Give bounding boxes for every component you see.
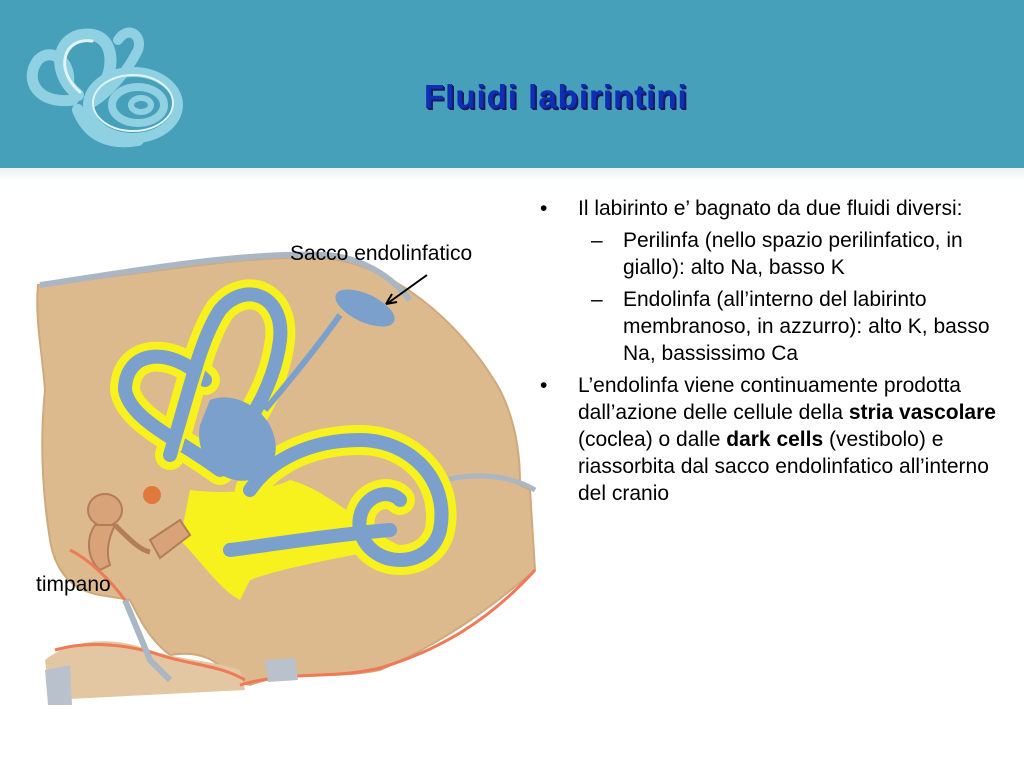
bullet-text-part: (vestibolo) e riassorbita dal sacco endolinfatico all’interno del cranio [578, 428, 989, 505]
dash-mark: – [591, 229, 603, 252]
sub-bullet-item [536, 227, 1006, 281]
dash-mark: – [591, 288, 603, 311]
bullet-list [536, 195, 1006, 507]
label-timpano: timpano [36, 573, 111, 596]
bold-term-dark-cells: dark cells [726, 428, 824, 451]
inner-ear-diagram [30, 240, 550, 710]
page-title: Fluidi labirintini [424, 78, 688, 115]
sub-bullet-item [536, 286, 1006, 367]
sub-bullet-text: Endolinfa (all’interno del labirinto membranoso, in azzurro): alto K, basso Na, bassissimo Ca [623, 288, 990, 365]
bullet-mark: • [540, 374, 548, 397]
bullet-item [536, 195, 1006, 222]
bullet-text-part: (coclea) o dalle [578, 428, 727, 451]
bold-term-stria-vascolare: stria vascolare [848, 401, 996, 424]
label-sacco-endolinfatico: Sacco endolinfatico [290, 242, 473, 265]
bullet-text: Il labirinto e’ bagnato da due fluidi diversi: [578, 197, 963, 220]
bullet-text-part: L’endolinfa viene continuamente prodotta dall’azione delle cellule della [578, 374, 961, 424]
header-bar [0, 0, 1024, 170]
sub-bullet-text: Perilinfa (nello spazio perilinfatico, in giallo): alto Na, basso K [623, 229, 963, 279]
inner-ear-labyrinth-icon [18, 10, 193, 158]
bullet-mark: • [540, 197, 548, 220]
header-divider [0, 168, 1024, 182]
bullet-item [536, 372, 1006, 507]
